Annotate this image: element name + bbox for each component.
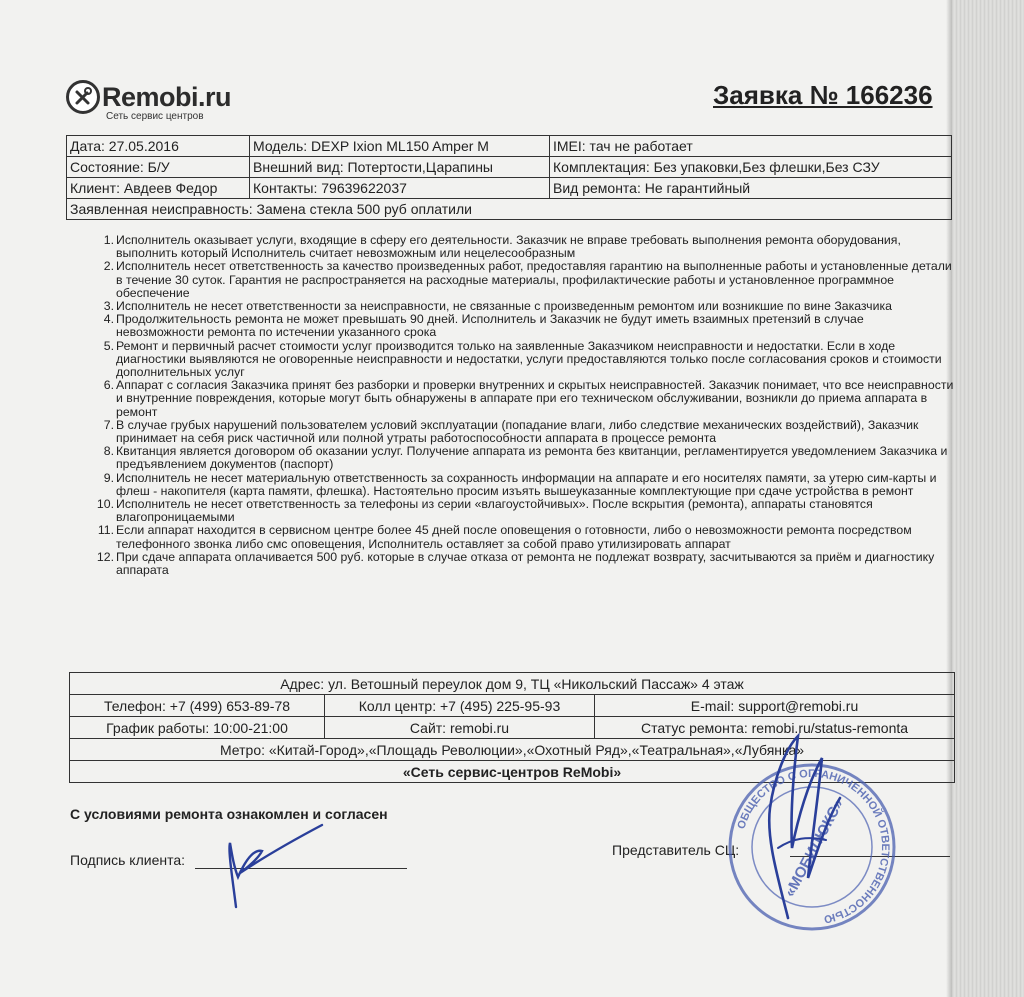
- metro-cell: Метро: «Китай-Город»,«Площадь Революции»,«Охотный Ряд»,«Театральная»,«Лубянка»: [70, 739, 955, 761]
- terms-item-number: 2.: [103, 259, 114, 274]
- terms-item: [95, 234, 955, 260]
- logo-tagline: Сеть сервис центров: [106, 111, 204, 122]
- terms-item: [95, 419, 955, 445]
- terms-item: [95, 445, 955, 471]
- terms-item-text: Исполнитель оказывает услуги, входящие в сферу его деятельности. Заказчик не вправе требовать выполнения ремонта оборудования, выполнить который Исполнитель считает невозможным или нецелесообразным: [116, 233, 901, 261]
- phone-cell: Телефон: +7 (499) 653-89-78: [70, 695, 325, 717]
- stacked-page-edges: [952, 0, 1024, 997]
- address-cell: Адрес: ул. Ветошный переулок дом 9, ТЦ «Никольский Пассаж» 4 этаж: [70, 673, 955, 695]
- terms-item: [95, 498, 955, 524]
- terms-item-number: 6.: [103, 378, 114, 393]
- fault-cell: Заявленная неисправность: Замена стекла 500 руб оплатили: [67, 199, 952, 220]
- terms-item-number: 8.: [103, 444, 114, 459]
- terms-item-number: 11.: [97, 523, 114, 538]
- model-cell: Модель: DEXP Ixion ML150 Amper M: [250, 136, 550, 157]
- terms-item-number: 12.: [96, 549, 114, 564]
- terms-item-text: Продолжительность ремонта не может превышать 90 дней. Исполнитель и Заказчик не будут иметь взаимных претензий в случае невозможности ремонта по истечении указанного срока: [116, 312, 864, 340]
- stamp-ring-text: ОБЩЕСТВО С ОГРАНИЧЕННОЙ ОТВЕТСТВЕННОСТЬЮ: [735, 767, 892, 926]
- terms-item-number: 4.: [103, 312, 114, 327]
- date-cell: Дата: 27.05.2016: [67, 136, 250, 157]
- terms-item-number: 5.: [103, 338, 114, 353]
- device-info-table: [66, 135, 952, 220]
- terms-item: [95, 313, 955, 339]
- terms-item-text: При сдаче аппарата оплачивается 500 руб. которые в случае отказа от ремонта не подлежат возврату, засчитываются за приём и диагностику аппарата: [116, 549, 935, 578]
- representative-signature: [748, 728, 848, 928]
- terms-item-text: Если аппарат находится в сервисном центре более 45 дней после оповещения о готовности, либо о невозможности ремонта посредством телефонного звонка либо смс оповещения, Исполнитель оставляет за собой право утилизировать аппарат: [116, 523, 912, 551]
- stamp-center-text: «МОБИЛЮКС»: [781, 796, 848, 900]
- terms-item: [95, 340, 955, 380]
- terms-list: [95, 234, 955, 577]
- client-cell: Клиент: Авдеев Федор: [67, 178, 250, 199]
- terms-item-number: 10.: [96, 497, 114, 512]
- terms-item-text: Исполнитель не несет ответственность за телефоны из серии «влагоустойчивых». После вскрытия (ремонта), аппараты становятся влагопроницаемыми: [116, 497, 873, 525]
- appearance-cell: Внешний вид: Потертости,Царапины: [250, 157, 550, 178]
- contacts-cell: Контакты: 79639622037: [250, 178, 550, 199]
- site-cell: Сайт: remobi.ru: [325, 717, 595, 739]
- client-signature: [218, 815, 328, 915]
- network-cell: «Сеть сервис-центров ReMobi»: [70, 761, 955, 783]
- terms-item-number: 3.: [103, 299, 114, 314]
- terms-item-text: Исполнитель не несет материальную ответственность за сохранность информации на аппарате и его носителях памяти, за утерю сим-карты и флеш - накопителя (карта памяти, флешка). Настоятельно просим изъять вышеуказанные комплектующие при сдаче устройства в ремонт: [116, 470, 937, 498]
- terms-item: [95, 260, 955, 300]
- terms-item-text: Аппарат с согласия Заказчика принят без разборки и проверки внутренних и скрытых неисправностей. Заказчик понимает, что все неисправности и внутренние повреждения, которые могут быть обнаружены в аппарате при его техническом обслуживании, возникли до приема аппарата в ремонт: [116, 378, 954, 419]
- repair-type-cell: Вид ремонта: Не гарантийный: [550, 178, 952, 199]
- terms-item-text: Исполнитель не несет ответственности за неисправности, не связанные с произведенным ремонтом или возникшие по вине Заказчика: [116, 299, 892, 314]
- hours-cell: График работы: 10:00-21:00: [70, 717, 325, 739]
- terms-item-number: 9.: [103, 470, 114, 485]
- terms-item: [95, 379, 955, 419]
- client-signature-label: Подпись клиента:: [70, 852, 186, 868]
- terms-item-text: Исполнитель несет ответственность за качество произведенных работ, предоставляя гарантию на выполненные работы и установленные детали в течение 30 суток. Гарантия не распространяется на расходные материалы, профилактические работы и установленное программное обеспечение: [116, 259, 952, 300]
- wrench-icon: [66, 80, 100, 114]
- terms-item-number: 1.: [103, 233, 114, 247]
- email-cell: E-mail: support@remobi.ru: [595, 695, 955, 717]
- remobi-logo: [66, 78, 266, 126]
- kit-cell: Комплектация: Без упаковки,Без флешки,Без СЗУ: [550, 157, 952, 178]
- request-title: Заявка № 166236: [713, 80, 933, 110]
- agreement-text: С условиями ремонта ознакомлен и согласен: [70, 806, 388, 822]
- status-cell: Статус ремонта: remobi.ru/status-remonta: [595, 717, 955, 739]
- terms-item-text: Квитанция является договором об оказании услуг. Получение аппарата из ремонта без квитанции, регламентируется уведомлением Заказчика и предъявлением документов (паспорт): [116, 444, 948, 472]
- terms-item: [95, 472, 955, 498]
- representative-signature-label: Представитель СЦ:: [612, 842, 740, 858]
- state-cell: Состояние: Б/У: [67, 157, 250, 178]
- terms-item: [95, 551, 955, 577]
- imei-cell: IMEI: тач не работает: [550, 136, 952, 157]
- terms-item-text: Ремонт и первичный расчет стоимости услуг производится только на заявленные Заказчиком неисправности и недостатки. Если в ходе диагностики выявляются не оговоренные неисправности и недостатки, услуги предоставляются только после согласования сроков и стоимости дополнительных услуг: [116, 338, 942, 380]
- terms-item-number: 7.: [103, 417, 114, 432]
- call-center-cell: Колл центр: +7 (495) 225-95-93: [325, 695, 595, 717]
- logo-brand: Remobi.ru: [102, 82, 232, 112]
- terms-item: [95, 524, 955, 550]
- terms-item-text: В случае грубых нарушений пользователем условий эксплуатации (попадание влаги, либо следствие механических воздействий), Заказчик принимает на себя риск частичной или полной утраты работоспособности аппарата в процессе ремонта: [116, 417, 919, 446]
